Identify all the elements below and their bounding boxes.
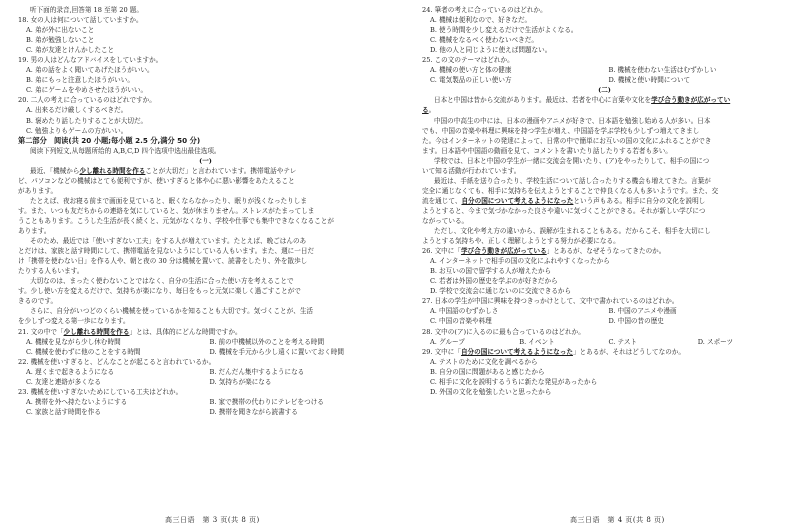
option-d: D. 外国の文化を勉強したいと思ったから (430, 387, 552, 396)
part2-heading: 第二部分 阅读(共 20 小题;每小题 2.5 分,满分 50 分) (18, 135, 201, 145)
question-stem: 29. 文中に「自分の国について考えるようになった」とあるが、それはどうしてなのか。 (422, 347, 686, 356)
option-d: D. 他の人と同じように使えば問題ない。 (430, 46, 552, 55)
option-c: C. 友達と連絡が多くなる (26, 377, 101, 386)
option-a: A. テストのために文化を調べるから (430, 357, 538, 366)
question-23 (18, 387, 393, 417)
question-stem: 21. 文の中で「少し離れる時間を作る」とは、具体的にどんな時間ですか。 (18, 327, 242, 336)
question-stem: 25. この文のテーマはどれか。 (422, 56, 514, 65)
question-20 (18, 95, 393, 135)
option-b: B. 使う時間を少し変えるだけで生活がよくなる。 (430, 26, 578, 35)
option-c: C. 弟にゲームをやめさせたほうがいい。 (26, 86, 148, 95)
option-c: C. 機械をなるべく使わないべきだ。 (430, 36, 538, 45)
option-c: C. 機械を使わずに他のことをする時間 (26, 347, 141, 356)
question-19 (18, 55, 393, 95)
option-d: D. 携帯を聞きながら読書する (209, 407, 298, 416)
passage-line: 最近、「機械から少し離れる時間を作ることが大切だ」と言われています。携帯電話やテレ (30, 166, 297, 175)
option-a: A. 遅くまで起きるようになる (26, 367, 115, 376)
passage-line: あります。 (18, 227, 51, 236)
question-stem: 23. 機械を使いすぎないためにしている工夫はどれか。 (18, 387, 183, 396)
question-21 (18, 327, 393, 357)
option-a: A. 弟が外に出ないこと (26, 26, 95, 35)
passage-line: を少しずつ変える第一歩になります。 (18, 317, 130, 326)
passage-line: きるのです。 (18, 297, 58, 306)
underlined-phrase: 学び合う動きが広がってい (651, 96, 731, 105)
options-row (18, 407, 393, 417)
options-row (18, 367, 393, 377)
section-one-heading: (一) (199, 156, 212, 165)
passage-line: 日本と中国は昔から交流があります。最近は、若者を中心に言葉や文化を学び合う動きが広がってい (434, 96, 731, 105)
option-c: C. 相手に文化を説明するうちに新たな発見があったから (430, 377, 598, 386)
passage-line: す。少し使い方を変えるだけで、気持ちが楽になり、毎日をもっと元気に楽しく過ごすことがで (18, 287, 301, 296)
passage-line: とだけは、家族と話す時間にして、携帯電話を見ないようにしている人もいます。また、週に一日だ (18, 247, 315, 256)
passage-line: ながっている。 (422, 216, 469, 225)
option-c: C. 中国の音楽や料理 (430, 317, 492, 326)
option-b: B. 家で携帯の代わりにテレビをつける (209, 397, 324, 406)
question-stem: 28. 文中の(ア)に入るのに最も合っているのはどれか。 (422, 327, 585, 336)
question-stem: 20. 二人の考えに合っているのはどれですか。 (18, 96, 156, 105)
passage-line: け「携帯を使わない日」を作る人や、朝と夜の 30 分は機械を置いて、読書をしたり、外を散歩し (18, 257, 308, 266)
question-stem: 22. 機械を使いすぎると、どんなことが起こると言われているか。 (18, 357, 216, 366)
option-a: A. 携帯を外へ持たないようにする (26, 397, 128, 406)
passage-line: 大切なのは、まったく使わないことではなく、自分の生活に合った使い方を考えることで (30, 277, 294, 286)
underlined-phrase: 自分の国について考えるようになった (461, 196, 574, 205)
option-b: B. お互いの国で留学する人が増えたから (430, 267, 552, 276)
option-a: A. 中国語のむずかしさ (430, 307, 499, 316)
option-a: A. 機械は便利なので、好きなだ。 (430, 16, 532, 25)
page-footer-right: 高三日语 第 4 页(共 8 页) (570, 515, 665, 524)
option-a: A. 弟の話をよく聞いてあげたほうがいい。 (26, 66, 154, 75)
question-stem: 19. 男の人はどんなアドバイスをしていますか。 (18, 56, 163, 65)
passage-line: さらに、自分がいつどのくらい機械を使っているかを知ることも大切です。気づくことが、生活 (30, 307, 314, 316)
passage-line: たとえば、夜お寝る前まで画面を見ていると、眠くならなかったり、眠りが浅くなったりしま (30, 196, 307, 205)
passage-line: る。 (422, 106, 436, 115)
passage-line: そのため、最近では「使いすぎない工夫」をする人が増えています。たとえば、晩ごはんのあ (30, 237, 307, 246)
option-b: B. 自分の国に問題があると感じたから (430, 367, 545, 376)
question-stem: 18. 女の人は何について話していますか。 (18, 16, 143, 25)
passage-line: 流を通じて、自分の国について考えるようになったという声もある。相手に自分の文化を説明し (422, 196, 706, 205)
option-b: B. 弟が勉強しないこと (26, 36, 95, 45)
passage-line: 完全に通じなくても、相手に気持ちを伝えようとすることで仲良くなる人も多いようです。また、交 (422, 186, 719, 195)
option-a: A. 機械の使い方と体の健康 (430, 66, 512, 75)
option-c: C. 勉強よりもゲームの方がいい。 (26, 126, 128, 135)
passage-line: いて知る活動が行われています。 (422, 166, 521, 175)
question-stem: 26. 文中に「学び合う動きが広がっている」とあるが、なぜそうなってきたのか。 (422, 247, 666, 256)
passage-line: ただし、文化や考え方の違いから、誤解が生まれることもある。だからこそ、相手を大切にし (434, 227, 711, 236)
listening-instruction: 听下面的录音,回答第 18 至第 20 题。 (30, 6, 143, 14)
option-d: D. スポーツ (697, 337, 734, 346)
options-row (18, 347, 393, 357)
option-b: B. イベント (519, 337, 555, 346)
passage-line: た。今はインターネットの発達によって、日常の中で簡単にお互いの国の文化にふれることができ (422, 136, 712, 145)
passage-line: でも、中国の音楽や料理に興味を持つ学生が増え、中国語を学ぶ学校も少しずつ増えてきまし (422, 126, 700, 135)
option-a: A. 出来るだけ厳しくするべきだ。 (26, 106, 128, 115)
part2-instruction: 阅读下列短文,从每题所给的 A,B,C,D 四个选项中选出最佳选项。 (30, 146, 221, 155)
option-a: A. インターネットで相手の国の文化にふれやすくなったから (430, 257, 610, 266)
page-footer-left: 高三日语 第 3 页(共 8 页) (165, 515, 260, 524)
option-b: B. 機械を使わない生活はむずかしい (608, 66, 717, 75)
passage-line: ビ、パソコンなどの機械はとても便利ですが、使いすぎると体や心に悪い影響をあたえること (18, 176, 295, 185)
option-d: D. 機械と使い時間について (608, 76, 691, 85)
passage-line: があります。 (18, 186, 58, 195)
question-22 (18, 357, 393, 387)
passage-line: たりする人もいます。 (18, 267, 84, 276)
option-c: C. 電気製品の正しい使い方 (430, 76, 512, 85)
option-b: B. 弟にもっと注意したほうがいい。 (26, 76, 134, 85)
passage-line: ます。日本語や中国語の動画を見て、コメントを書いたり話したりする若者も多い。 (422, 146, 672, 155)
option-d: D. 中国の昔の歴史 (608, 317, 664, 326)
left-column (18, 5, 393, 417)
option-b: B. だんだん集中するようになる (209, 367, 305, 376)
option-c: C. 若者は外国の歴史を学ぶのが好きだから (430, 277, 558, 286)
underlined-phrase: 少し離れる時間を作る (79, 166, 146, 175)
passage-one (18, 166, 393, 327)
section-two-heading: (二) (598, 86, 611, 95)
question-18 (18, 15, 393, 55)
option-a: A. 機械を見ながら少し休む時間 (26, 337, 121, 346)
option-a: A. グループ (430, 337, 465, 346)
passage-line: うこともあります。こうした生活が長く続くと、元気がなくなり、学校や仕事でも集中できなくなることが (18, 216, 334, 225)
passage-line: 学校では、日本と中国の学生が一緒に交流会を開いたり、(ア)をやったりして、相手の国につ (434, 156, 710, 165)
question-stem: 24. 筆者の考えに合っているのはどれか。 (422, 6, 547, 14)
passage-line: す。また、いつも友だちからの連絡を気にしていると、気が休まりません。ストレスがたまってしま (18, 206, 315, 215)
passage-line: ようとすると、今まで気づかなかった良さや違いに気づくことができる。それが新しい学びにつ (422, 206, 706, 215)
option-d: D. 気持ちが楽になる (209, 377, 272, 386)
options-row (18, 377, 393, 387)
passage-line: 中国の中高生の中には、日本の漫画やアニメが好きで、日本語を勉強し始める人が多い。日本 (434, 116, 711, 125)
option-c: C. 家族と話す時間を作る (26, 407, 101, 416)
options-row (18, 337, 393, 347)
option-b: B. 中国のアニメや漫画 (608, 307, 677, 316)
option-c: C. 弟が友達とけんかしたこと (26, 46, 115, 55)
option-d: D. 機械を手元から少し遠くに置いておく時間 (209, 347, 345, 356)
option-c: C. テスト (608, 337, 638, 346)
options-row (18, 397, 393, 407)
question-stem: 27. 日本の学生が中国に興味を持つきっかけとして、文中で書かれているのはどれか。 (422, 297, 679, 306)
option-d: D. 学校で交流会に通じないのに交流できるから (430, 287, 572, 296)
passage-line: ようとする気持ちや、正しく理解しようとする努力が必要になる。 (422, 237, 620, 246)
option-b: B. 褒めたり話したりすることが大切だ。 (26, 116, 148, 125)
option-b: B. 前の中機械以外のことを考える時間 (209, 337, 325, 346)
passage-line: 最近は、手紙を送り合ったり、学校生活について話し合ったりする機会も増えてきた。言葉が (434, 176, 711, 185)
